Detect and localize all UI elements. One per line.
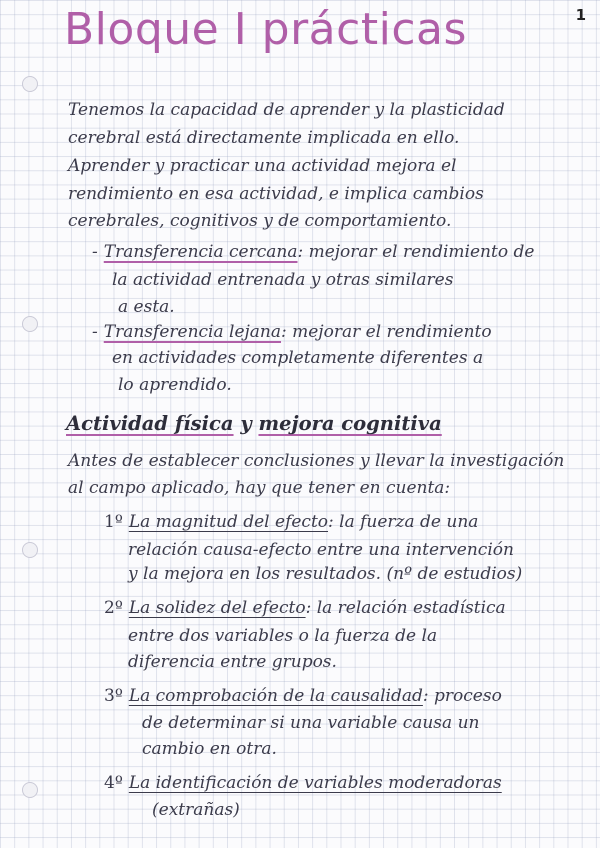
term-far-transfer: Transferencia lejana bbox=[103, 322, 281, 342]
item-line: (extrañas) bbox=[152, 800, 240, 820]
heading-part: mejora cognitiva bbox=[258, 412, 442, 435]
item-text: : la fuerza de una bbox=[328, 512, 479, 532]
bullet-dash: - bbox=[92, 322, 98, 342]
bullet-text: : mejorar el rendimiento bbox=[281, 322, 492, 342]
binder-hole bbox=[22, 542, 38, 558]
intro-line: rendimiento en esa actividad, e implica cambios bbox=[68, 184, 484, 204]
item-number: 4º bbox=[104, 773, 123, 793]
criterion-moderators bbox=[104, 771, 502, 795]
item-line: y la mejora en los resultados. (nº de estudios) bbox=[128, 564, 523, 584]
heading-part: y bbox=[233, 412, 259, 435]
section-intro-line: al campo aplicado, hay que tener en cuenta: bbox=[68, 478, 451, 498]
bullet-line: en actividades completamente diferentes a bbox=[112, 348, 484, 368]
item-line: de determinar si una variable causa un bbox=[142, 713, 480, 733]
criterion-causality bbox=[104, 684, 502, 708]
term-near-transfer: Transferencia cercana bbox=[103, 242, 298, 262]
binder-hole bbox=[22, 782, 38, 798]
item-line: entre dos variables o la fuerza de la bbox=[128, 626, 438, 646]
section-intro-line: Antes de establecer conclusiones y llevar la investigación bbox=[68, 451, 565, 471]
term-causality: La comprobación de la causalidad bbox=[128, 686, 423, 706]
section-heading bbox=[66, 412, 442, 435]
bullet-near-transfer bbox=[92, 240, 534, 264]
term-solidity: La solidez del efecto bbox=[128, 598, 306, 618]
page-title: Bloque I prácticas bbox=[64, 4, 467, 55]
item-line: relación causa-efecto entre una intervención bbox=[128, 540, 514, 560]
item-text: : proceso bbox=[422, 686, 502, 706]
item-number: 2º bbox=[104, 598, 123, 618]
criterion-solidity bbox=[104, 596, 506, 620]
item-number: 3º bbox=[104, 686, 123, 706]
criterion-magnitude bbox=[104, 510, 478, 534]
bullet-far-transfer bbox=[92, 320, 492, 344]
item-number: 1º bbox=[104, 512, 123, 532]
binder-hole bbox=[22, 76, 38, 92]
bullet-text: : mejorar el rendimiento de bbox=[297, 242, 535, 262]
bullet-dash: - bbox=[92, 242, 98, 262]
bullet-line: a esta. bbox=[118, 297, 175, 317]
intro-line: cerebral está directamente implicada en ello. bbox=[68, 128, 460, 148]
binder-hole bbox=[22, 316, 38, 332]
intro-line: Aprender y practicar una actividad mejora el bbox=[68, 156, 457, 176]
bullet-line: la actividad entrenada y otras similares bbox=[112, 270, 454, 290]
term-magnitude: La magnitud del efecto bbox=[128, 512, 329, 532]
item-text: : la relación estadística bbox=[305, 598, 506, 618]
page-number: 1 bbox=[575, 6, 586, 24]
intro-line: Tenemos la capacidad de aprender y la plasticidad bbox=[68, 100, 505, 120]
heading-part: Actividad física bbox=[66, 412, 234, 435]
item-line: cambio en otra. bbox=[142, 739, 277, 759]
bullet-line: lo aprendido. bbox=[118, 375, 232, 395]
term-moderators: La identificación de variables moderadoras bbox=[128, 773, 502, 793]
intro-line: cerebrales, cognitivos y de comportamiento. bbox=[68, 211, 452, 231]
item-line: diferencia entre grupos. bbox=[128, 652, 337, 672]
